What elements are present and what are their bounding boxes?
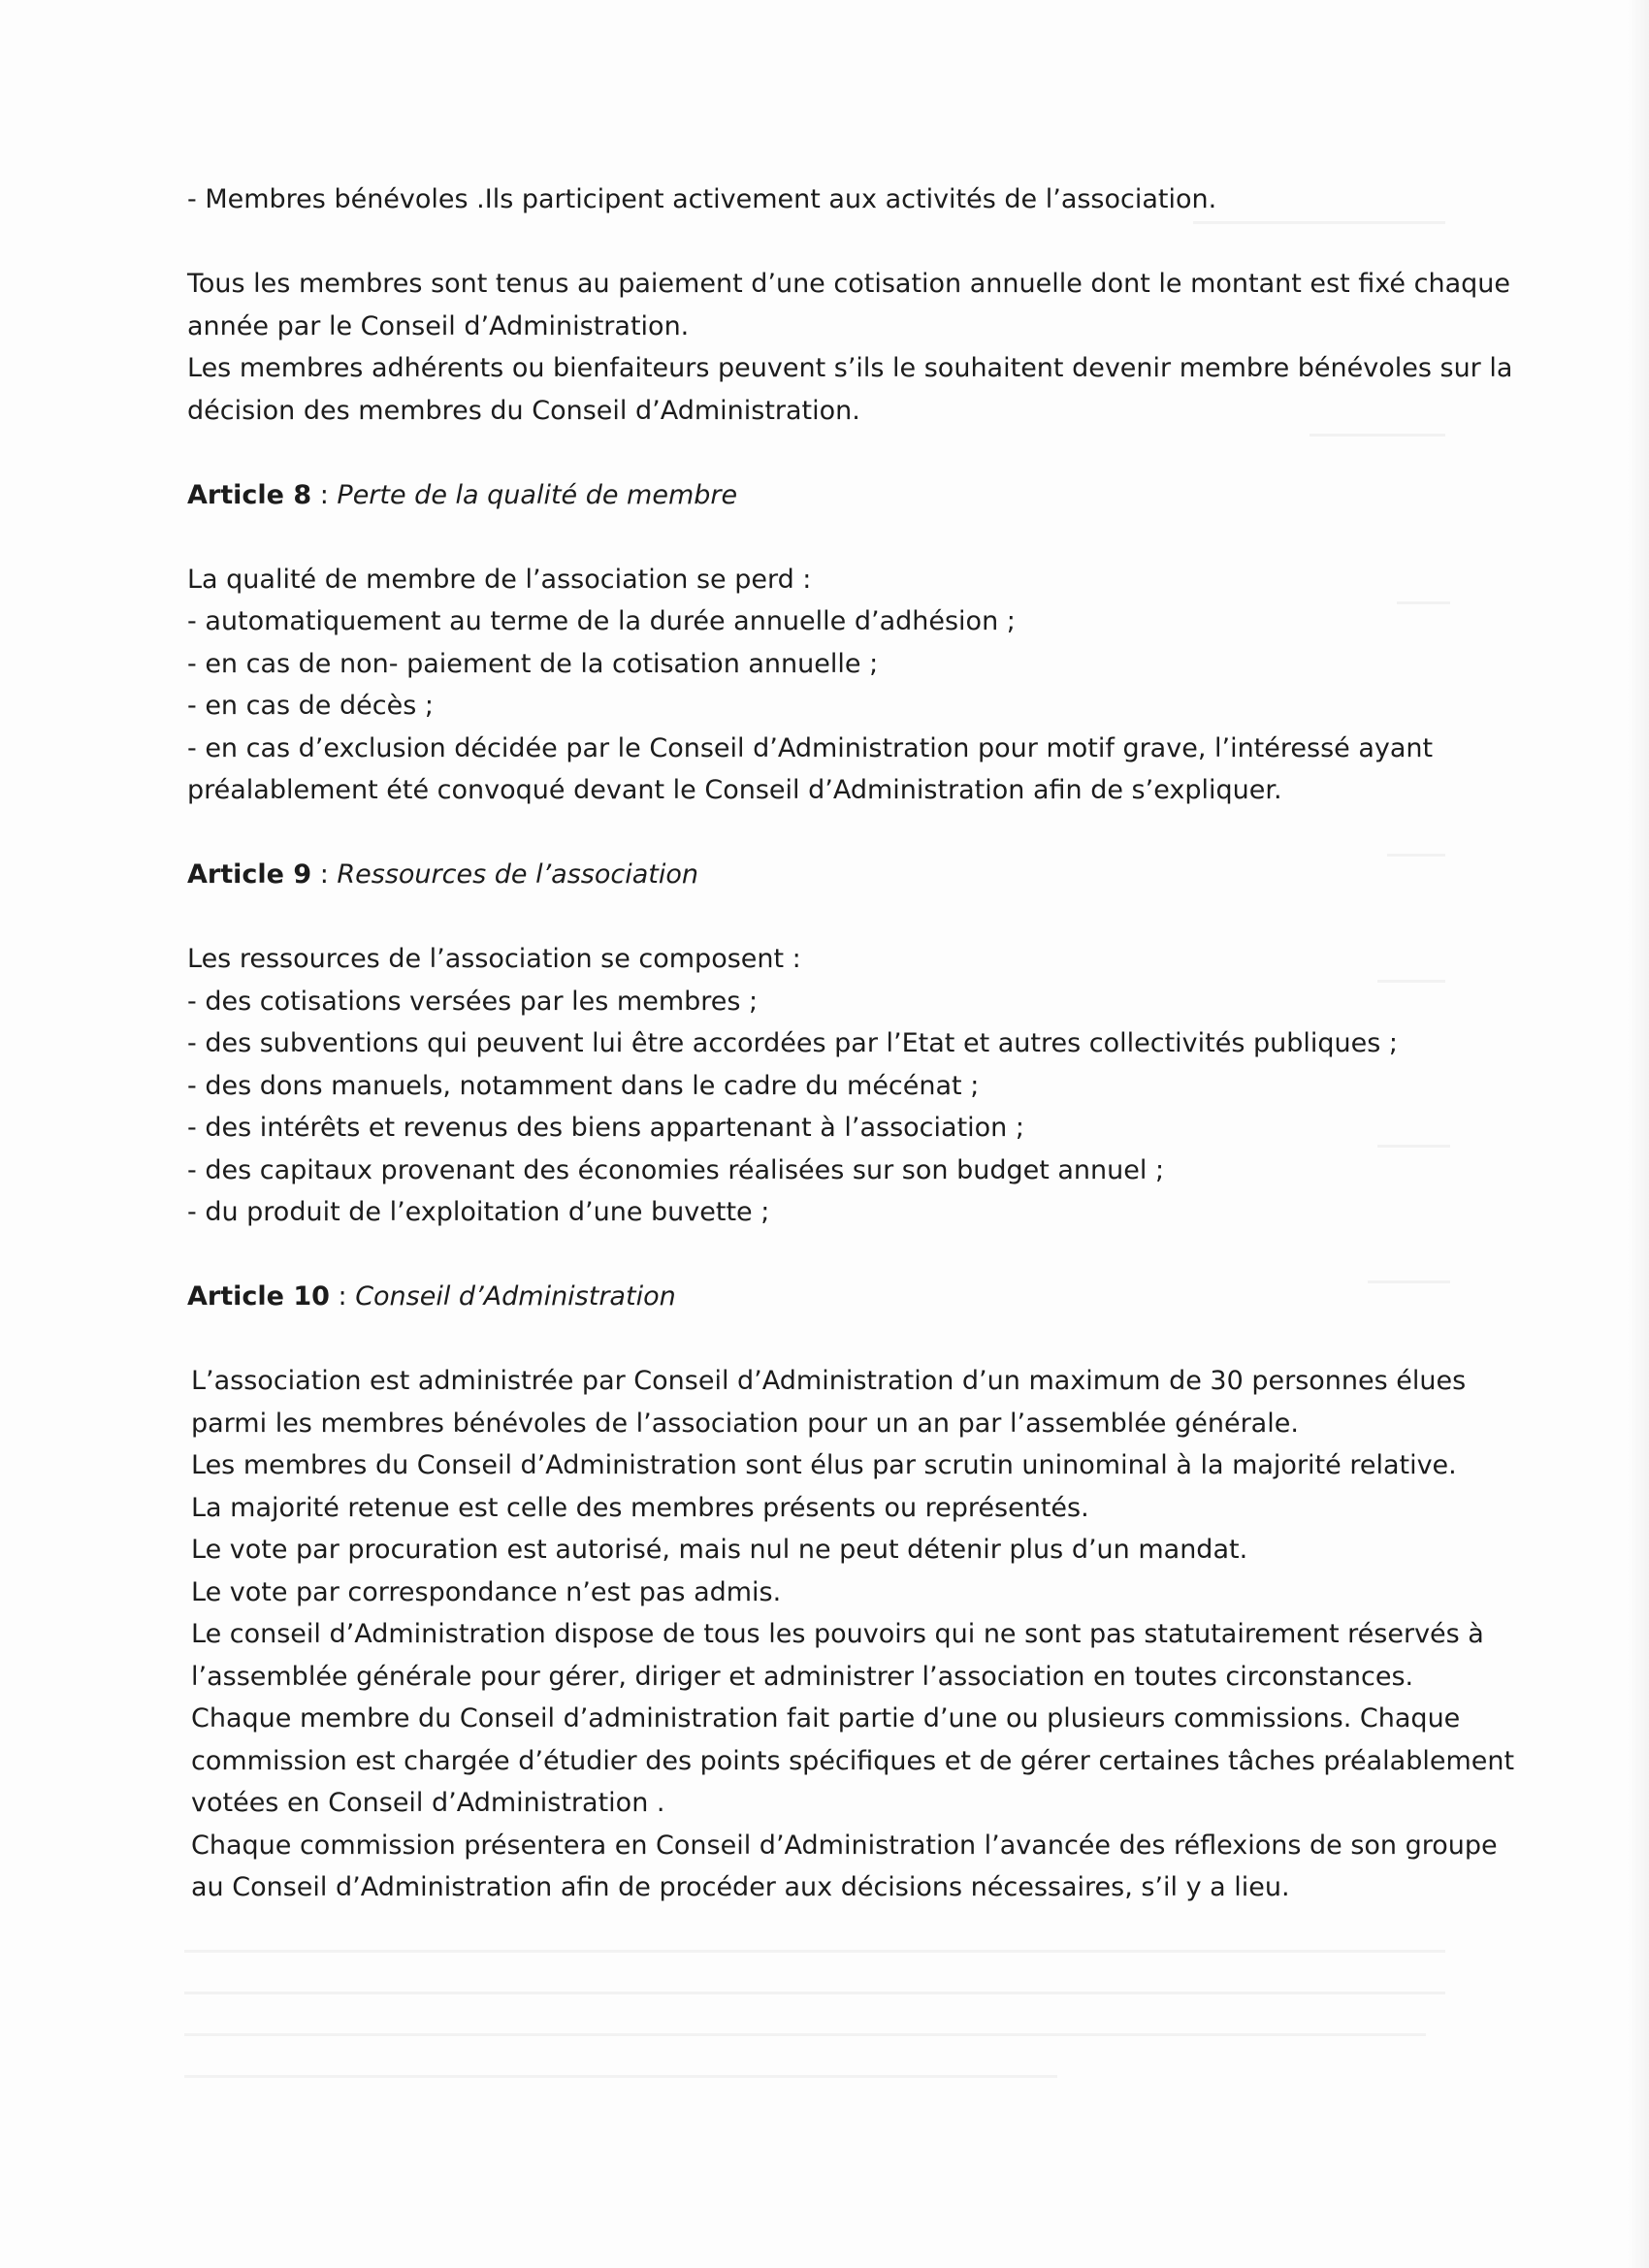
article-10-line: L’association est administrée par Conseil d’Administration d’un maximum de 30 personnes élues — [191, 1366, 1467, 1396]
article-9-line: - du produit de l’exploitation d’une buvette ; — [187, 1197, 770, 1227]
article-9-line: - des intérêts et revenus des biens appartenant à l’association ; — [187, 1113, 1024, 1143]
article-8-heading — [187, 474, 1448, 517]
article-8-separator: : — [311, 479, 338, 510]
article-9-heading — [187, 854, 1448, 896]
scan-artifact — [184, 1992, 1445, 1994]
article-10-separator: : — [329, 1281, 356, 1312]
article-9-separator: : — [311, 859, 338, 890]
article-10-heading — [187, 1276, 1448, 1318]
article-10-line: Le vote par correspondance n’est pas admis. — [191, 1576, 782, 1607]
article-10-title: Conseil d’Administration — [355, 1281, 676, 1312]
article-10-body — [187, 1360, 1515, 1909]
article-9-title: Ressources de l’association — [337, 859, 698, 890]
cotisation-line: décision des membres du Conseil d’Administration. — [187, 395, 860, 426]
article-10-line: La majorité retenue est celle des membres présents ou représentés. — [191, 1492, 1089, 1523]
article-8-line: - en cas d’exclusion décidée par le Conseil d’Administration pour motif grave, l’intéressé ayant — [187, 732, 1434, 763]
article-9-line: - des dons manuels, notamment dans le cadre du mécénat ; — [187, 1070, 980, 1101]
article-8-line: - automatiquement au terme de la durée annuelle d’adhésion ; — [187, 606, 1016, 636]
article-8-number: Article 8 — [187, 479, 312, 510]
scan-artifact — [184, 1950, 1445, 1953]
article-9-line: - des capitaux provenant des économies réalisées sur son budget annuel ; — [187, 1154, 1165, 1185]
article-10-line: Chaque commission présentera en Conseil d’Administration l’avancée des réflexions de son groupe — [191, 1830, 1498, 1861]
intro-line: - Membres bénévoles .Ils participent activement aux activités de l’association. — [187, 184, 1217, 214]
article-10-line: Le conseil d’Administration dispose de tous les pouvoirs qui ne sont pas statutairement réservés à — [191, 1619, 1484, 1649]
document-body — [187, 178, 1515, 1909]
scan-artifact — [184, 2033, 1426, 2036]
article-10-line: Le vote par procuration est autorisé, mais nul ne peut détenir plus d’un mandat. — [191, 1535, 1248, 1565]
article-9-number: Article 9 — [187, 859, 312, 890]
scan-edge-shadow — [1628, 0, 1649, 2268]
scan-artifact — [184, 2075, 1057, 2078]
article-10-line: parmi les membres bénévoles de l’association pour un an par l’assemblée générale. — [191, 1408, 1299, 1439]
cotisation-line: année par le Conseil d’Administration. — [187, 310, 690, 341]
cotisation-line: Les membres adhérents ou bienfaiteurs peuvent s’ils le souhaitent devenir membre bénévoles sur la — [187, 353, 1513, 383]
article-9-line: Les ressources de l’association se composent : — [187, 944, 801, 974]
article-10-line: commission est chargée d’étudier des points spécifiques et de gérer certaines tâches préalablement — [191, 1745, 1515, 1776]
article-8-line: - en cas de non- paiement de la cotisation annuelle ; — [187, 648, 879, 679]
article-8-line: préalablement été convoqué devant le Conseil d’Administration afin de s’expliquer. — [187, 775, 1282, 805]
article-10-line: l’assemblée générale pour gérer, diriger et administrer l’association en toutes circonstances. — [191, 1661, 1414, 1692]
article-9-line: - des cotisations versées par les membres ; — [187, 986, 759, 1017]
article-10-number: Article 10 — [187, 1281, 330, 1312]
article-10-line: votées en Conseil d’Administration . — [191, 1788, 665, 1818]
cotisation-line: Tous les membres sont tenus au paiement d’une cotisation annuelle dont le montant est fixé chaque — [187, 269, 1510, 299]
article-8-title: Perte de la qualité de membre — [337, 479, 738, 510]
article-10-line: au Conseil d’Administration afin de procéder aux décisions nécessaires, s’il y a lieu. — [191, 1872, 1290, 1902]
article-10-line: Chaque membre du Conseil d’administration fait partie d’une ou plusieurs commissions. Chaque — [191, 1703, 1461, 1733]
article-8-line: La qualité de membre de l’association se perd : — [187, 564, 812, 595]
article-8-line: - en cas de décès ; — [187, 691, 434, 721]
article-9-line: - des subventions qui peuvent lui être accordées par l’Etat et autres collectivités publiques ; — [187, 1028, 1399, 1058]
article-10-line: Les membres du Conseil d’Administration sont élus par scrutin uninominal à la majorité relative. — [191, 1450, 1457, 1480]
